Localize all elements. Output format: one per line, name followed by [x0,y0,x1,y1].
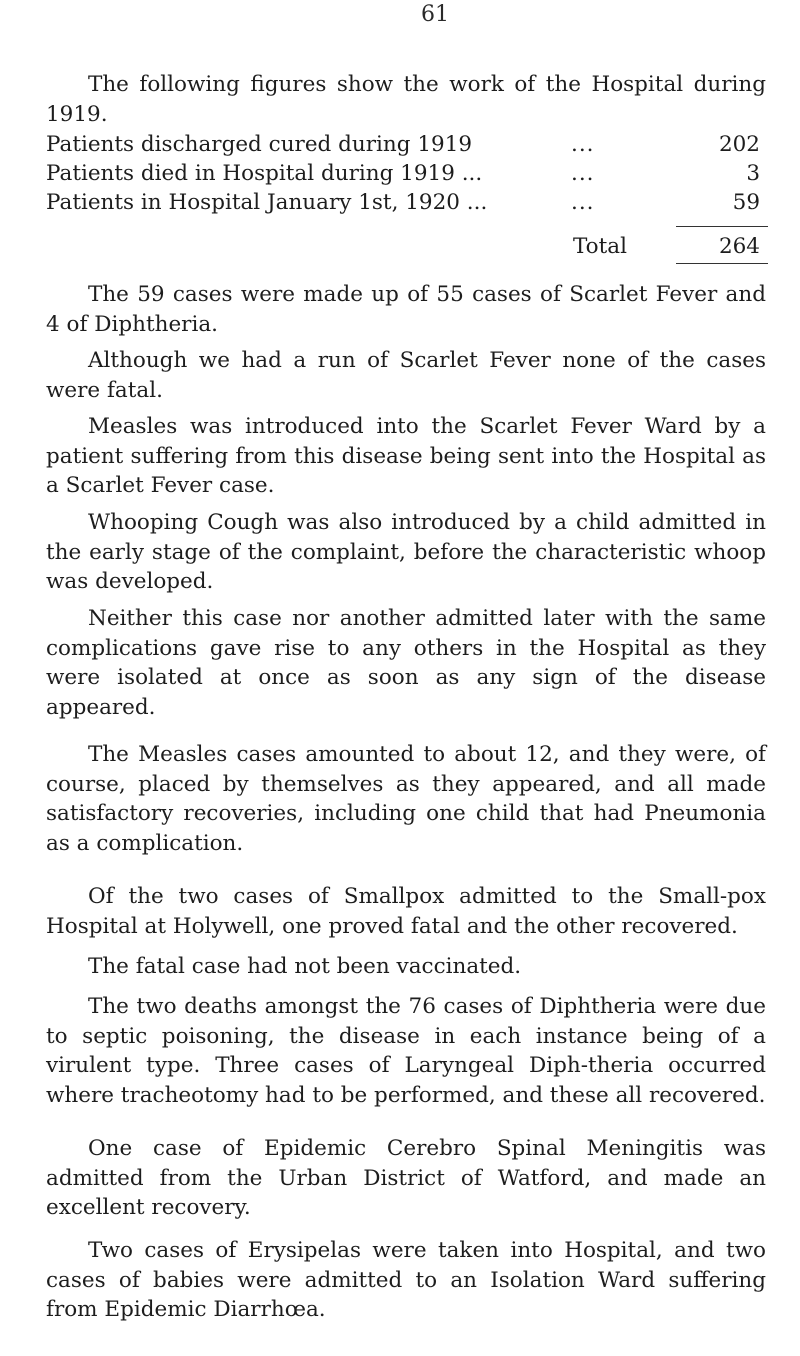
stat-label: Patients in Hospital January 1st, 1920 ... [46,190,488,215]
total-label: Total [573,234,627,259]
paragraph: Neither this case nor another admitted later with the same complications gave rise to any others in the Hospital as they were isolated at once as soon as any sign of the disease appeared. [46,606,766,720]
intro-paragraph: The following figures show the work of the Hospital during 1919. [46,72,766,127]
stat-row-in-hospital [46,188,766,217]
stat-value: 202 [718,132,760,157]
leader-dots: ... [571,161,595,186]
paragraph: Measles was introduced into the Scarlet Fever Ward by a patient suffering from this disease being sent into the Hospital as a Scarlet Fever case. [46,414,766,498]
leader-dots: ... [571,190,595,215]
paragraph: Although we had a run of Scarlet Fever none of the cases were fatal. [46,348,766,403]
page-number: 61 [421,2,449,27]
paragraph: Two cases of Erysipelas were taken into Hospital, and two cases of babies were admitted to an Isolation Ward suffering from Epidemic Diarrhœa. [46,1238,766,1322]
paragraph: The Measles cases amounted to about 12, and they were, of course, placed by themselves as they appeared, and all made satisfactory recoveries, including one child that had Pneumonia as a complication. [46,742,766,856]
leader-dots: ... [571,132,595,157]
paragraph: Whooping Cough was also introduced by a child admitted in the early stage of the complaint, before the characteristic whoop was developed. [46,510,766,594]
stat-label: Patients died in Hospital during 1919 ... [46,161,483,186]
stat-row-died [46,159,766,188]
stat-label: Patients discharged cured during 1919 [46,132,473,157]
total-rule-bottom [676,263,768,264]
stat-value: 59 [732,190,760,215]
stat-row-discharged [46,130,766,159]
paragraph: The fatal case had not been vaccinated. [88,954,522,979]
paragraph: Of the two cases of Smallpox admitted to the Small-pox Hospital at Holywell, one proved fatal and the other recovered. [46,884,766,939]
stat-row-total [46,232,766,261]
paragraph: One case of Epidemic Cerebro Spinal Meningitis was admitted from the Urban District of Watford, and made an excellent recovery. [46,1136,766,1220]
paragraph: The 59 cases were made up of 55 cases of Scarlet Fever and 4 of Diphtheria. [46,282,766,337]
stat-value: 3 [746,161,760,186]
total-value: 264 [718,234,760,259]
paragraph: The two deaths amongst the 76 cases of Diphtheria were due to septic poisoning, the disease in each instance being of a virulent type. Three cases of Laryngeal Diph-theria occurred where tracheotomy had to be performed, and these all recovered. [46,994,766,1108]
total-rule-top [676,226,768,227]
